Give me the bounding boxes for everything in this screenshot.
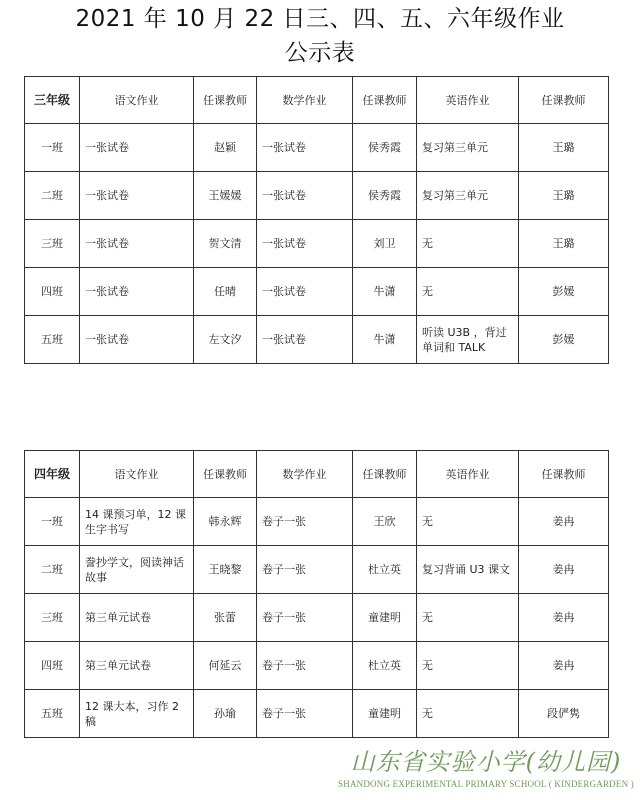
math-homework-cell: 一张试卷 bbox=[257, 220, 353, 268]
english-teacher-cell: 段俨隽 bbox=[519, 690, 609, 738]
header-chinese-teacher: 任课教师 bbox=[194, 77, 257, 124]
english-homework-cell: 复习背诵 U3 课文 bbox=[417, 546, 519, 594]
chinese-homework-cell: 一张试卷 bbox=[80, 316, 194, 364]
math-homework-cell: 一张试卷 bbox=[257, 268, 353, 316]
class-cell: 五班 bbox=[25, 316, 80, 364]
chinese-teacher-cell: 左文汐 bbox=[194, 316, 257, 364]
math-teacher-cell: 王欣 bbox=[353, 498, 417, 546]
table-header-row bbox=[25, 451, 609, 498]
chinese-teacher-cell: 贺文清 bbox=[194, 220, 257, 268]
chinese-homework-cell: 一张试卷 bbox=[80, 220, 194, 268]
table-row bbox=[25, 268, 609, 316]
math-teacher-cell: 侯秀霞 bbox=[353, 172, 417, 220]
english-teacher-cell: 王璐 bbox=[519, 124, 609, 172]
table-row bbox=[25, 642, 609, 690]
header-chinese: 语文作业 bbox=[80, 77, 194, 124]
page-subtitle: 公示表 bbox=[284, 40, 356, 66]
header-english-teacher: 任课教师 bbox=[519, 77, 609, 124]
table-row bbox=[25, 172, 609, 220]
math-teacher-cell: 童建明 bbox=[353, 690, 417, 738]
table-row bbox=[25, 316, 609, 364]
chinese-teacher-cell: 张蕾 bbox=[194, 594, 257, 642]
chinese-homework-cell: 14 课预习单，12 课生字书写 bbox=[80, 498, 194, 546]
english-homework-cell: 无 bbox=[417, 642, 519, 690]
header-math: 数学作业 bbox=[257, 451, 353, 498]
math-homework-cell: 一张试卷 bbox=[257, 124, 353, 172]
chinese-teacher-cell: 孙瑜 bbox=[194, 690, 257, 738]
chinese-homework-cell: 誊抄学文，阅读神话故事 bbox=[80, 546, 194, 594]
header-english: 英语作业 bbox=[417, 451, 519, 498]
math-homework-cell: 卷子一张 bbox=[257, 690, 353, 738]
header-math-teacher: 任课教师 bbox=[353, 451, 417, 498]
math-teacher-cell: 杜立英 bbox=[353, 642, 417, 690]
table-row bbox=[25, 690, 609, 738]
class-cell: 五班 bbox=[25, 690, 80, 738]
grade-label: 三年级 bbox=[25, 77, 80, 124]
math-teacher-cell: 杜立英 bbox=[353, 546, 417, 594]
class-cell: 四班 bbox=[25, 642, 80, 690]
english-homework-cell: 无 bbox=[417, 220, 519, 268]
grade4-homework-table bbox=[24, 450, 609, 738]
english-homework-cell: 无 bbox=[417, 268, 519, 316]
school-logo-chinese: 山东省实验小学(幼儿园) bbox=[350, 748, 622, 776]
class-cell: 二班 bbox=[25, 172, 80, 220]
table-row bbox=[25, 594, 609, 642]
grade3-homework-table bbox=[24, 76, 609, 364]
chinese-teacher-cell: 赵颖 bbox=[194, 124, 257, 172]
english-teacher-cell: 姜冉 bbox=[519, 594, 609, 642]
header-chinese-teacher: 任课教师 bbox=[194, 451, 257, 498]
class-cell: 四班 bbox=[25, 268, 80, 316]
class-cell: 三班 bbox=[25, 220, 80, 268]
class-cell: 一班 bbox=[25, 124, 80, 172]
page-title: 2021 年 10 月 22 日三、四、五、六年级作业 bbox=[75, 6, 565, 32]
header-math: 数学作业 bbox=[257, 77, 353, 124]
school-logo-english: SHANDONG EXPERIMENTAL PRIMARY SCHOOL ( KINDERGARDEN ) bbox=[338, 779, 634, 789]
english-homework-cell: 无 bbox=[417, 690, 519, 738]
chinese-homework-cell: 一张试卷 bbox=[80, 172, 194, 220]
math-teacher-cell: 牛潇 bbox=[353, 268, 417, 316]
header-math-teacher: 任课教师 bbox=[353, 77, 417, 124]
chinese-homework-cell: 第三单元试卷 bbox=[80, 642, 194, 690]
chinese-teacher-cell: 王晓黎 bbox=[194, 546, 257, 594]
english-homework-cell: 复习第三单元 bbox=[417, 172, 519, 220]
class-cell: 二班 bbox=[25, 546, 80, 594]
english-teacher-cell: 彭媛 bbox=[519, 316, 609, 364]
english-teacher-cell: 姜冉 bbox=[519, 498, 609, 546]
chinese-teacher-cell: 任晴 bbox=[194, 268, 257, 316]
english-homework-cell: 复习第三单元 bbox=[417, 124, 519, 172]
chinese-homework-cell: 第三单元试卷 bbox=[80, 594, 194, 642]
math-teacher-cell: 侯秀霞 bbox=[353, 124, 417, 172]
english-teacher-cell: 姜冉 bbox=[519, 642, 609, 690]
grade-label: 四年级 bbox=[25, 451, 80, 498]
class-cell: 三班 bbox=[25, 594, 80, 642]
math-teacher-cell: 刘卫 bbox=[353, 220, 417, 268]
math-homework-cell: 卷子一张 bbox=[257, 498, 353, 546]
table-row bbox=[25, 220, 609, 268]
chinese-homework-cell: 12 课大本，习作 2 稿 bbox=[80, 690, 194, 738]
math-homework-cell: 卷子一张 bbox=[257, 546, 353, 594]
header-chinese: 语文作业 bbox=[80, 451, 194, 498]
english-teacher-cell: 王璐 bbox=[519, 172, 609, 220]
table-row bbox=[25, 124, 609, 172]
header-english: 英语作业 bbox=[417, 77, 519, 124]
math-homework-cell: 卷子一张 bbox=[257, 642, 353, 690]
table-header-row bbox=[25, 77, 609, 124]
math-teacher-cell: 牛潇 bbox=[353, 316, 417, 364]
chinese-homework-cell: 一张试卷 bbox=[80, 268, 194, 316]
math-homework-cell: 一张试卷 bbox=[257, 172, 353, 220]
table-row bbox=[25, 498, 609, 546]
english-teacher-cell: 彭媛 bbox=[519, 268, 609, 316]
english-homework-cell: 听读 U3B ，背过单词和 TALK bbox=[417, 316, 519, 364]
english-homework-cell: 无 bbox=[417, 594, 519, 642]
math-homework-cell: 一张试卷 bbox=[257, 316, 353, 364]
chinese-teacher-cell: 何延云 bbox=[194, 642, 257, 690]
english-homework-cell: 无 bbox=[417, 498, 519, 546]
english-teacher-cell: 王璐 bbox=[519, 220, 609, 268]
math-teacher-cell: 童建明 bbox=[353, 594, 417, 642]
chinese-teacher-cell: 王媛媛 bbox=[194, 172, 257, 220]
header-english-teacher: 任课教师 bbox=[519, 451, 609, 498]
chinese-teacher-cell: 韩永辉 bbox=[194, 498, 257, 546]
chinese-homework-cell: 一张试卷 bbox=[80, 124, 194, 172]
math-homework-cell: 卷子一张 bbox=[257, 594, 353, 642]
class-cell: 一班 bbox=[25, 498, 80, 546]
school-logo bbox=[338, 748, 634, 794]
table-row bbox=[25, 546, 609, 594]
english-teacher-cell: 姜冉 bbox=[519, 546, 609, 594]
